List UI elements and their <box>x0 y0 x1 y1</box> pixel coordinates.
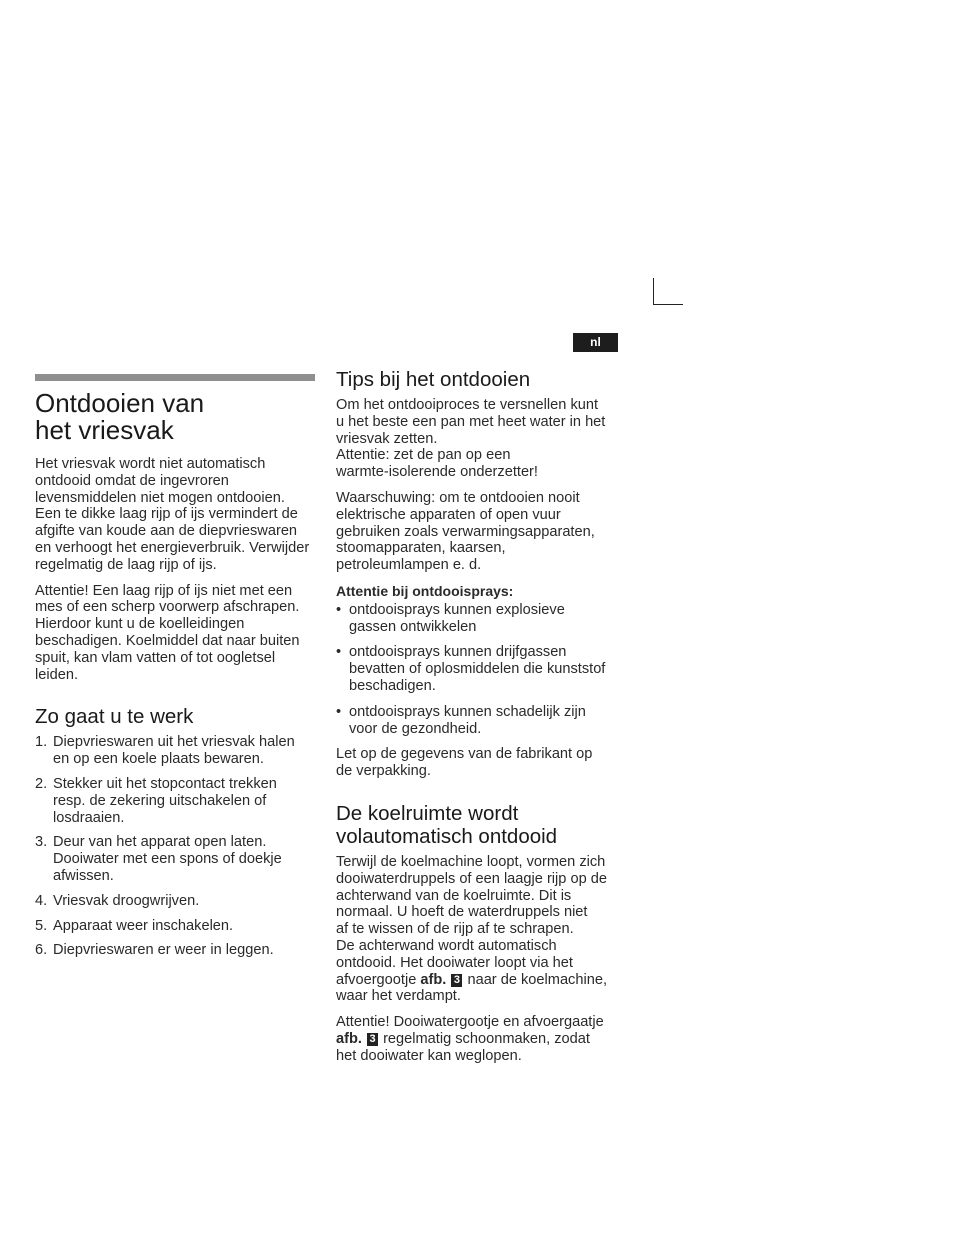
crop-mark-horizontal <box>653 304 683 305</box>
auto-defrost-text-a: Terwijl de koelmachine loopt, vormen zich dooiwaterdruppels of een laagje rijp op de achterwand van de koelruimte. Dit is normaal. U hoeft de waterdruppels niet af te wissen of de rijp af te schrapen. De achterwand wordt automatisch ontdooid. Het dooiwater loopt via het afvoergootje <box>336 853 607 988</box>
step-text: Deur van het apparat open laten. Dooiwater met een spons of doekje afwissen. <box>53 834 282 884</box>
step-text: Apparaat weer inschakelen. <box>53 917 234 934</box>
bullet: • <box>336 703 342 720</box>
figure-number-box: 3 <box>451 974 462 987</box>
cleaning-text-a: Attentie! Dooiwatergootje en afvoergaatje <box>336 1014 604 1031</box>
left-column <box>35 374 317 967</box>
step-number: 4. <box>35 892 48 909</box>
cleaning-paragraph <box>336 1014 620 1064</box>
steps-list <box>35 734 317 959</box>
step-item <box>35 734 317 768</box>
section-divider-bar <box>35 374 315 381</box>
auto-defrost-text-b: naar de koelmachine, waar het verdampt. <box>336 971 607 1005</box>
auto-defrost-paragraph <box>336 854 620 1005</box>
auto-defrost-heading-line1: De koelruimte wordt <box>336 801 519 825</box>
spray-list-item <box>336 602 620 636</box>
step-number: 1. <box>35 734 48 751</box>
section-title-line2: het vriesvak <box>35 415 174 445</box>
auto-defrost-heading <box>336 802 620 848</box>
bullet: • <box>336 601 342 618</box>
step-item <box>35 918 317 935</box>
right-column <box>336 368 620 1074</box>
section-title <box>35 390 317 444</box>
spray-item-text: ontdooisprays kunnen schadelijk zijn voor de gezondheid. <box>349 703 586 737</box>
step-number: 6. <box>35 942 48 959</box>
section-title-line1: Ontdooien van <box>35 388 205 418</box>
spray-list-item <box>336 644 620 694</box>
step-text: Diepvrieswaren uit het vriesvak halen en op een koele plaats bewaren. <box>53 734 295 768</box>
step-item <box>35 893 317 910</box>
warning-paragraph: Attentie! Een laag rijp of ijs niet met een mes of een scherp voorwerp afschrapen. Hierdoor kunt u de koelleidingen beschadigen. Koelmiddel dat naar buiten spuit, kan vlam vatten of tot oogletsel leiden. <box>35 582 300 683</box>
step-text: Stekker uit het stopcontact trekken resp. de zekering uitschakelen of losdraaien. <box>53 775 277 826</box>
intro-paragraph: Het vriesvak wordt niet automatisch ontdooid omdat de ingevroren levensmiddelen niet mogen ontdooien. Een te dikke laag rijp of ijs vermindert de afgifte van koude aan de diepvrieswaren en verhoogt het energieverbruik. Verwijder regelmatig de laag rijp of ijs. <box>35 456 310 573</box>
step-text: Vriesvak droogwrijven. <box>53 892 200 909</box>
bullet: • <box>336 644 342 661</box>
tips-warning-paragraph: Waarschuwing: om te ontdooien nooit elektrische apparaten of open vuur gebruiken zoals verwarmingsapparaten, stoomapparaten, kaarsen, petroleumlampen e. d. <box>336 489 595 574</box>
step-number: 5. <box>35 917 48 934</box>
step-number: 3. <box>35 834 48 851</box>
step-item <box>35 834 317 884</box>
figure-reference-label: afb. <box>420 971 447 988</box>
step-text: Diepvrieswaren er weer in leggen. <box>53 942 274 959</box>
spray-list <box>336 602 620 738</box>
step-item <box>35 776 317 826</box>
spray-list-item <box>336 704 620 738</box>
spray-note: Let op de gegevens van de fabrikant op de verpakking. <box>336 746 593 780</box>
steps-heading: Zo gaat u te werk <box>35 705 194 729</box>
tips-paragraph: Om het ontdooiproces te versnellen kunt u het beste een pan met heet water in het vriesvak zetten. Attentie: zet de pan op een warmte-isolerende onderzetter! <box>336 397 606 481</box>
crop-mark-vertical <box>653 278 654 305</box>
figure-reference-label: afb. <box>336 1030 362 1047</box>
tips-heading: Tips bij het ontdooien <box>336 368 531 391</box>
spray-heading: Attentie bij ontdooisprays: <box>336 582 514 599</box>
cleaning-text-b: regelmatig schoonmaken, zodat het dooiwater kan weglopen. <box>336 1030 590 1064</box>
auto-defrost-heading-line2: volautomatisch ontdooid <box>336 824 558 848</box>
language-badge: nl <box>573 333 618 352</box>
step-number: 2. <box>35 775 48 792</box>
figure-number-box: 3 <box>367 1033 378 1046</box>
step-item <box>35 942 317 959</box>
spray-item-text: ontdooisprays kunnen drijfgassen bevatten of oplosmiddelen die kunststof beschadigen. <box>349 644 606 694</box>
spray-item-text: ontdooisprays kunnen explosieve gassen ontwikkelen <box>349 601 565 635</box>
